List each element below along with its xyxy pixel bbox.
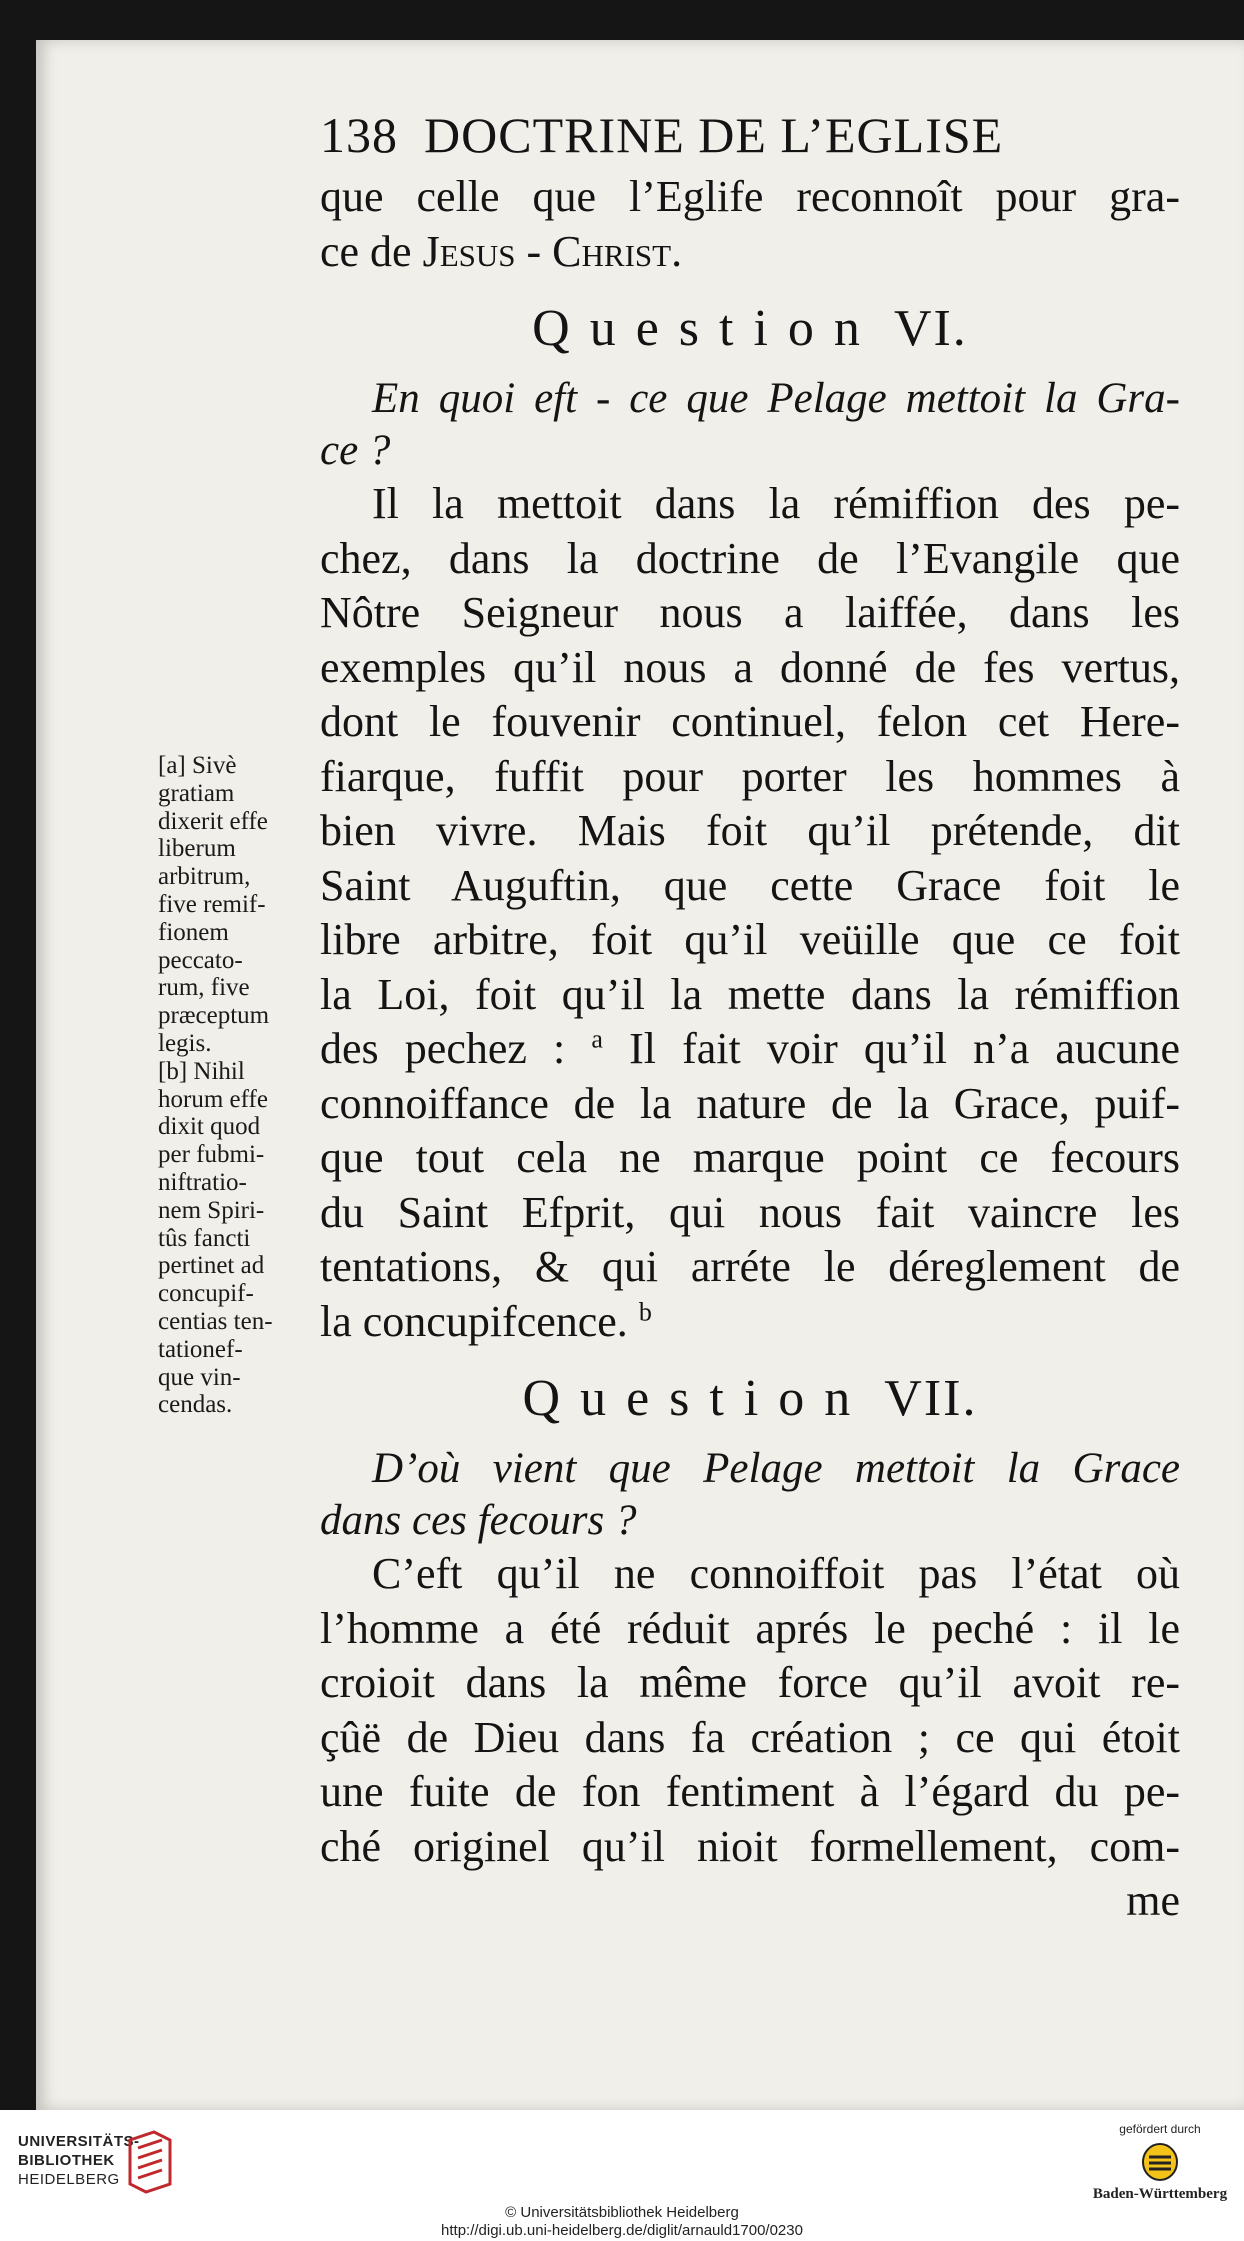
answer-7-line — [320, 1547, 1180, 1602]
marginal-note-line: [b] Nihil — [158, 1057, 245, 1085]
answer-6-line — [320, 968, 1180, 1023]
question-6-number: VI. — [893, 300, 968, 357]
marginal-note-line: nem Spiri- — [158, 1196, 265, 1224]
line-text: C’eft qu’il ne connoiffoit pas l’état où — [372, 1549, 1180, 1598]
line-text: ce de — [320, 226, 423, 276]
question-7-question — [320, 1443, 1180, 1547]
line-text: une fuite de fon fentiment à l’égard du pe- — [320, 1767, 1180, 1816]
running-header — [320, 100, 1180, 170]
answer-6-line — [320, 804, 1180, 859]
library-line-2: BIBLIOTHEK — [18, 2152, 115, 2169]
catchword: me — [1126, 1876, 1180, 1925]
line-text-after: . — [671, 226, 683, 276]
line-text: exemples qu’il nous a donné de fes vertus, — [320, 642, 1180, 692]
marginal-note-line: peccato- — [158, 946, 243, 974]
line-text: que celle que l’Eglife reconnoît pour gra- — [320, 172, 1180, 221]
question-6-answer — [320, 477, 1180, 1349]
library-emblem-icon — [124, 2130, 176, 2194]
line-text: la Loi, foit qu’il la mette dans la rémiffion — [320, 969, 1180, 1019]
running-head-title: DOCTRINE DE L’EGLISE — [424, 107, 1004, 163]
line-text: l’homme a été réduit aprés le peché : il le — [320, 1603, 1180, 1653]
line-text: chez, dans la doctrine de l’Evangile que — [320, 533, 1180, 583]
library-line-3: HEIDELBERG — [18, 2171, 120, 2188]
footnote-marker: a — [591, 1024, 603, 1054]
footnote-marker: b — [638, 1296, 652, 1326]
question-6-question — [320, 373, 1180, 477]
line-text: connoiffance de la nature de la Grace, puif- — [320, 1078, 1180, 1128]
answer-6-line — [320, 695, 1180, 750]
answer-6-line — [320, 859, 1180, 914]
line-text: bien vivre. Mais foit qu’il prétende, dit — [320, 806, 1180, 855]
line-text: Nôtre Seigneur nous a laiffée, dans les — [320, 588, 1180, 637]
copyright-text: © Universitätsbibliothek Heidelberg — [505, 2204, 739, 2221]
marginal-note-line: five remif- — [158, 890, 266, 918]
line-text: la concupifcence. — [320, 1296, 639, 1346]
top-lines — [320, 170, 1180, 279]
question-line: En quoi eft - ce que Pelage mettoit la Gra- — [372, 375, 1180, 422]
line-text: dont le fouvenir continuel, felon cet Here- — [320, 697, 1180, 746]
marginal-note-line: tûs fancti — [158, 1224, 251, 1252]
marginal-note-line: dixit quod — [158, 1113, 261, 1141]
footer-bar — [0, 2110, 1244, 2241]
line-text: Il la mettoit dans la rémiffion des pe- — [372, 479, 1180, 528]
page-number: 138 — [320, 107, 398, 163]
marginal-note-line: per fubmi- — [158, 1141, 265, 1169]
marginal-notes — [158, 752, 310, 1419]
answer-6-line — [320, 1077, 1180, 1132]
marginal-note-line: liberum — [158, 835, 236, 863]
answer-7-line — [320, 1602, 1180, 1657]
marginal-note-line: concupif- — [158, 1280, 254, 1308]
sponsor-block — [1090, 2122, 1230, 2203]
marginal-note-line: niftratio- — [158, 1168, 247, 1196]
answer-6-line — [320, 750, 1180, 805]
line-text: libre arbitre, foit qu’il veüille que ce foit — [320, 915, 1180, 964]
question-7-word: Question — [522, 1370, 871, 1427]
line-text: çûë de Dieu dans fa création ; ce qui étoit — [320, 1712, 1180, 1762]
line-text: fiarque, fuffit pour porter les hommes à — [320, 751, 1180, 801]
line-text: tentations, & qui arréte le déreglement de — [320, 1242, 1180, 1291]
main-text-block — [320, 100, 1180, 1929]
marginal-note-line: præceptum — [158, 1002, 270, 1030]
answer-6-line — [320, 1186, 1180, 1241]
marginal-note-line: cendas. — [158, 1391, 233, 1419]
answer-6-line — [320, 641, 1180, 696]
line-text: du Saint Efprit, qui nous fait vaincre les — [320, 1187, 1180, 1237]
question-7-heading — [320, 1361, 1180, 1437]
marginal-note-line: pertinet ad — [158, 1252, 265, 1280]
answer-6-line — [320, 1240, 1180, 1295]
top-line — [320, 170, 1180, 225]
line-text: que tout cela ne marque point ce fecours — [320, 1133, 1180, 1182]
marginal-note-line: gratiam — [158, 779, 235, 807]
line-text: Saint Auguftin, que cette Grace foit le — [320, 860, 1180, 910]
answer-7-line — [320, 1656, 1180, 1711]
answer-7-line — [320, 1765, 1180, 1820]
marginal-note-line: [a] Sivè — [158, 752, 237, 779]
question-line: ce ? — [320, 427, 391, 474]
question-6-heading — [320, 291, 1180, 367]
answer-6-line — [320, 913, 1180, 968]
name-small-caps: Jesus - Christ — [422, 226, 672, 276]
answer-6-line — [320, 1295, 1180, 1350]
marginal-note-line: rum, five — [158, 974, 250, 1002]
question-line: dans ces fecours ? — [320, 1497, 637, 1544]
marginal-note-line: horum effe — [158, 1085, 268, 1113]
marginal-note-line: arbitrum, — [158, 863, 251, 891]
line-text: croioit dans la même force qu’il avoit re- — [320, 1658, 1180, 1707]
question-line: D’où vient que Pelage mettoit la Grace — [372, 1445, 1180, 1492]
line-text-after: Il fait voir qu’il n’a aucune — [602, 1024, 1180, 1073]
state-seal-icon — [1140, 2142, 1180, 2182]
answer-6-line — [320, 532, 1180, 587]
question-7-answer — [320, 1547, 1180, 1874]
answer-6-line — [320, 1131, 1180, 1186]
answer-6-line — [320, 586, 1180, 641]
marginal-note-line: tationef- — [158, 1335, 243, 1363]
question-6-word: Question — [532, 300, 880, 357]
top-line — [320, 225, 1180, 280]
marginal-note-line: fionem — [158, 918, 229, 946]
marginal-note-line: dixerit effe — [158, 807, 268, 835]
marginal-note-line: que vin- — [158, 1363, 241, 1391]
answer-6-line — [320, 477, 1180, 532]
answer-6-line — [320, 1022, 1180, 1077]
sponsor-label: gefördert durch — [1119, 2122, 1201, 2136]
answer-7-line — [320, 1711, 1180, 1766]
question-7-number: VII. — [884, 1370, 978, 1427]
marginal-note-line: centias ten- — [158, 1307, 273, 1335]
line-text: des pechez : — [320, 1024, 592, 1073]
source-url[interactable]: http://digi.ub.uni-heidelberg.de/diglit/arnauld1700/0230 — [441, 2222, 803, 2239]
sponsor-name: Baden-Württemberg — [1092, 2186, 1228, 2202]
answer-7-line — [320, 1820, 1180, 1875]
line-text: ché originel qu’il nioit formellement, com- — [320, 1821, 1180, 1871]
library-line-1: UNIVERSITÄTS- — [18, 2133, 140, 2150]
marginal-note-line: legis. — [158, 1029, 212, 1057]
